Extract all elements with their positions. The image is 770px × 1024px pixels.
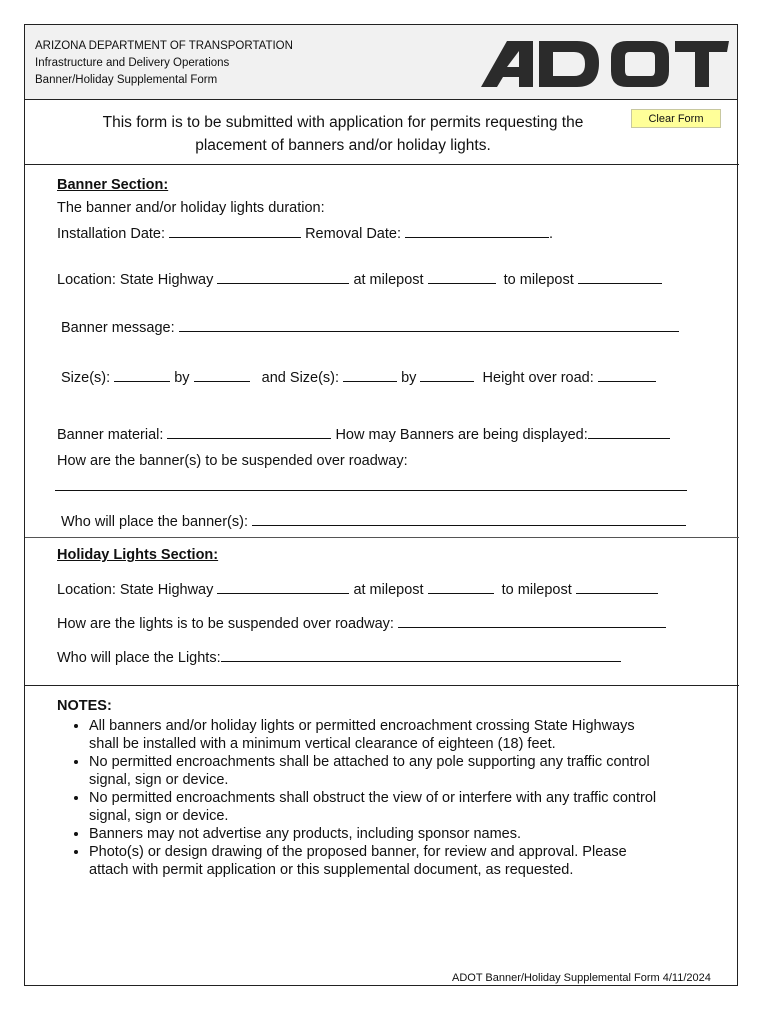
holiday-at-milepost-field[interactable] — [428, 580, 494, 594]
note-item: • Banners may not advertise any products, including sponsor names. — [89, 825, 657, 843]
banner-suspension-field[interactable] — [55, 477, 687, 491]
banner-message-field[interactable] — [179, 318, 679, 332]
size-2-height-field[interactable] — [420, 368, 474, 382]
to-milepost-label: to milepost — [501, 582, 572, 598]
banner-material-row — [57, 425, 670, 444]
holiday-location-row — [57, 580, 658, 599]
banner-message-row — [61, 318, 679, 337]
sizes-row — [61, 368, 656, 387]
section-divider — [25, 685, 739, 686]
holiday-placer-row — [57, 648, 621, 667]
header-band — [25, 25, 737, 100]
holiday-placer-field[interactable] — [221, 648, 621, 662]
section-divider — [25, 537, 739, 538]
intro-line-1: This form is to be submitted with application for permits requesting the — [102, 114, 584, 131]
duration-label: The banner and/or holiday lights duration: — [57, 200, 325, 216]
adot-logo — [477, 35, 731, 91]
installation-date-field[interactable] — [169, 224, 301, 238]
installation-date-label: Installation Date: — [57, 226, 166, 242]
size-1-height-field[interactable] — [194, 368, 250, 382]
and-sizes-label: and Size(s): — [261, 370, 340, 386]
by-label-1: by — [174, 370, 190, 386]
banner-placer-label: Who will place the banner(s): — [61, 514, 248, 530]
agency-name: ARIZONA DEPARTMENT OF TRANSPORTATION — [35, 40, 293, 52]
sizes-label-1: Size(s): — [61, 370, 111, 386]
section-divider — [25, 164, 739, 165]
dates-row — [57, 224, 553, 243]
at-milepost-label: at milepost — [353, 272, 424, 288]
banner-location-row — [57, 270, 662, 289]
at-milepost-label: at milepost — [353, 582, 424, 598]
holiday-suspension-label: How are the lights is to be suspended over roadway: — [57, 616, 394, 632]
size-2-width-field[interactable] — [343, 368, 397, 382]
period-text: . — [549, 226, 554, 242]
how-many-displayed-label: How may Banners are being displayed: — [335, 427, 588, 443]
clear-form-button[interactable]: Clear Form — [631, 109, 721, 128]
intro-text — [73, 111, 613, 157]
holiday-placer-label: Who will place the Lights: — [57, 650, 221, 666]
footer-text: ADOT Banner/Holiday Supplemental Form 4/11/2024 — [452, 972, 711, 984]
division-name: Infrastructure and Delivery Operations — [35, 57, 230, 69]
banner-section-heading: Banner Section: — [57, 177, 169, 193]
banner-material-label: Banner material: — [57, 427, 164, 443]
location-state-highway-label: Location: State Highway — [57, 582, 214, 598]
note-item: • Photo(s) or design drawing of the proposed banner, for review and approval. Please attach with permit application or this supplemental document, as requested. — [89, 843, 657, 879]
banner-placer-field[interactable] — [252, 512, 686, 526]
height-over-road-field[interactable] — [598, 368, 656, 382]
how-many-displayed-field[interactable] — [588, 425, 670, 439]
form-page — [24, 24, 738, 986]
notes-title: NOTES: — [57, 698, 112, 714]
holiday-section-heading: Holiday Lights Section: — [57, 547, 219, 563]
banner-placer-row — [61, 512, 686, 531]
at-milepost-field[interactable] — [428, 270, 496, 284]
notes-list — [57, 717, 657, 879]
to-milepost-label: to milepost — [503, 272, 574, 288]
removal-date-field[interactable] — [405, 224, 549, 238]
notes-section — [57, 697, 657, 879]
banner-suspension-label: How are the banner(s) to be suspended over roadway: — [57, 453, 408, 469]
banner-material-field[interactable] — [167, 425, 331, 439]
holiday-suspension-row — [57, 614, 666, 633]
note-item: • All banners and/or holiday lights or permitted encroachment crossing State Highways shall be installed with a minimum vertical clearance of eighteen (18) feet. — [89, 717, 657, 753]
by-label-2: by — [401, 370, 417, 386]
note-item: • No permitted encroachments shall obstruct the view of or interfere with any traffic control signal, sign or device. — [89, 789, 657, 825]
banner-message-label: Banner message: — [61, 320, 175, 336]
note-item: • No permitted encroachments shall be attached to any pole supporting any traffic control signal, sign or device. — [89, 753, 657, 789]
to-milepost-field[interactable] — [578, 270, 662, 284]
height-over-road-label: Height over road: — [482, 370, 594, 386]
size-1-width-field[interactable] — [114, 368, 170, 382]
removal-date-label: Removal Date: — [305, 226, 401, 242]
banner-suspension-row — [55, 477, 687, 496]
form-name: Banner/Holiday Supplemental Form — [35, 74, 218, 86]
intro-line-2: placement of banners and/or holiday lights. — [195, 137, 491, 154]
location-state-highway-label: Location: State Highway — [57, 272, 214, 288]
state-highway-field[interactable] — [217, 270, 349, 284]
holiday-to-milepost-field[interactable] — [576, 580, 658, 594]
holiday-state-highway-field[interactable] — [217, 580, 349, 594]
holiday-suspension-field[interactable] — [398, 614, 666, 628]
